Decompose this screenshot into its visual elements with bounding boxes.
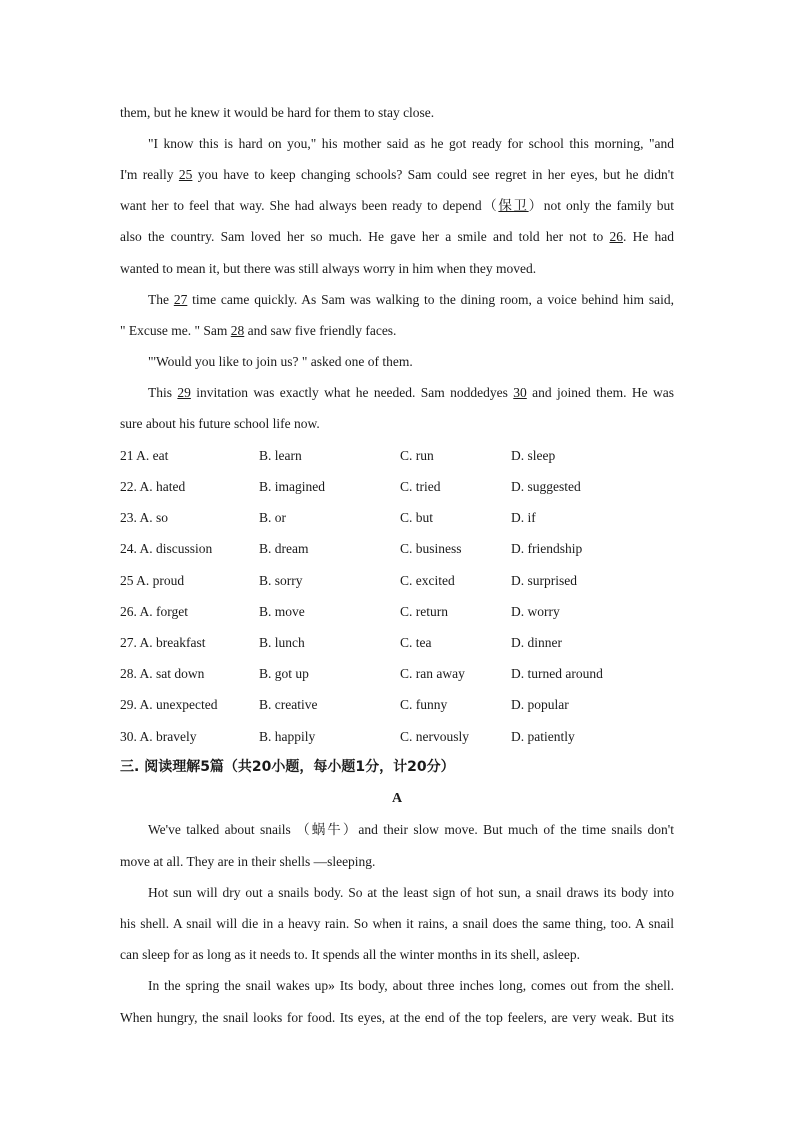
- passage-line: [148, 384, 674, 402]
- option-b: B. move: [259, 604, 305, 619]
- option-b: B. sorry: [259, 573, 303, 588]
- option-row: [120, 509, 680, 527]
- option-b: B. happily: [259, 729, 316, 744]
- passage-line: sure about his future school life now.: [120, 416, 320, 431]
- option-row: [120, 572, 680, 590]
- option-row: [120, 728, 680, 746]
- option-a: 24. A. discussion: [120, 541, 213, 556]
- option-c: C. tried: [400, 479, 441, 494]
- option-b: B. dream: [259, 541, 309, 556]
- passage-line: can sleep for as long as it needs to. It spends all the winter months in its shell, asleep.: [120, 947, 581, 962]
- blank-28: 28: [230, 323, 245, 338]
- option-a: 21 A. eat: [120, 448, 169, 463]
- option-c: C. nervously: [400, 729, 469, 744]
- option-a: 26. A. forget: [120, 604, 188, 619]
- option-row: [120, 447, 680, 465]
- text-segment: This: [148, 385, 178, 400]
- option-d: D. surprised: [511, 573, 577, 588]
- option-c: C. run: [400, 448, 434, 463]
- option-b: B. got up: [259, 666, 309, 681]
- passage-line: [120, 322, 674, 340]
- passage-line: wanted to mean it, but there was still always worry in him when they moved.: [120, 261, 537, 276]
- option-d: D. suggested: [511, 479, 581, 494]
- option-b: B. or: [259, 510, 286, 525]
- passage-line: Hot sun will dry out a snails body. So at the least sign of hot sun, a snail draws its body into: [148, 885, 674, 900]
- option-c: C. tea: [400, 635, 432, 650]
- option-a: 23. A. so: [120, 510, 169, 525]
- text-segment: also the country. Sam loved her so much. He gave her a smile and told her not to: [120, 229, 610, 244]
- option-b: B. imagined: [259, 479, 325, 494]
- passage-line: "'Would you like to join us? " asked one of them.: [148, 354, 413, 369]
- option-d: D. dinner: [511, 635, 562, 650]
- passage-line: When hungry, the snail looks for food. Its eyes, at the end of the top feelers, are very weak. But its: [120, 1010, 674, 1025]
- blank-25: 25: [178, 167, 193, 182]
- passage-line: his shell. A snail will die in a heavy rain. So when it rains, a snail does the same thing, too. A snail: [120, 916, 674, 931]
- option-c: C. excited: [400, 573, 455, 588]
- option-a: 25 A. proud: [120, 573, 185, 588]
- option-b: B. learn: [259, 448, 302, 463]
- option-c: C. funny: [400, 697, 448, 712]
- option-b: B. creative: [259, 697, 318, 712]
- blank-26: 26: [609, 229, 623, 244]
- option-d: D. popular: [511, 697, 569, 712]
- blank-30: 30: [513, 385, 527, 400]
- option-d: D. patiently: [511, 729, 575, 744]
- text-segment: and joined them. He was: [526, 385, 674, 400]
- option-d: D. friendship: [511, 541, 583, 556]
- option-b: B. lunch: [259, 635, 305, 650]
- text-segment: ）not only the family but: [528, 198, 674, 213]
- option-d: D. sleep: [511, 448, 556, 463]
- baowei-gloss: 保卫: [498, 198, 529, 213]
- passage-line: We've talked about snails （蜗牛）and their slow move. But much of the time snails don't: [148, 822, 674, 837]
- option-a: 22. A. hated: [120, 479, 186, 494]
- passage-line: [120, 197, 674, 215]
- option-a: 27. A. breakfast: [120, 635, 206, 650]
- passage-line: "I know this is hard on you," his mother said as he got ready for school this morning, "and: [148, 136, 674, 151]
- text-segment: and saw five friendly faces.: [244, 323, 397, 338]
- text-segment: " Excuse me. " Sam: [120, 323, 231, 338]
- option-c: C. business: [400, 541, 462, 556]
- blank-29: 29: [177, 385, 191, 400]
- option-row: [120, 634, 680, 652]
- passage-line: In the spring the snail wakes up» Its body, about three inches long, comes out from the shell.: [148, 978, 674, 993]
- passage-line: move at all. They are in their shells —sleeping.: [120, 854, 376, 869]
- option-c: C. ran away: [400, 666, 465, 681]
- text-segment: The: [148, 292, 174, 307]
- passage-title: A: [391, 791, 403, 806]
- blank-27: 27: [173, 292, 188, 307]
- option-d: D. if: [511, 510, 536, 525]
- option-a: 29. A. unexpected: [120, 697, 218, 712]
- option-c: C. return: [400, 604, 448, 619]
- passage-line: [148, 291, 674, 309]
- passage-line: [120, 166, 674, 184]
- text-segment: I'm really: [120, 167, 179, 182]
- option-d: D. turned around: [511, 666, 603, 681]
- option-a: 28. A. sat down: [120, 666, 205, 681]
- option-d: D. worry: [511, 604, 560, 619]
- option-row: [120, 540, 680, 558]
- option-row: [120, 696, 680, 714]
- option-row: [120, 603, 680, 621]
- text-segment: time came quickly. As Sam was walking to the dining room, a voice behind him said,: [187, 292, 674, 307]
- option-row: [120, 665, 680, 683]
- option-c: C. but: [400, 510, 434, 525]
- option-a: 30. A. bravely: [120, 729, 197, 744]
- section-heading: 三. 阅读理解5篇（共20小题，每小题1分，计20分）: [120, 759, 455, 775]
- text-segment: . He had: [622, 229, 675, 244]
- passage-line: [120, 228, 674, 246]
- text-segment: you have to keep changing schools? Sam could see regret in her eyes, but he didn't: [192, 167, 674, 182]
- option-row: [120, 478, 680, 496]
- passage-line: them, but he knew it would be hard for them to stay close.: [120, 105, 435, 120]
- text-segment: want her to feel that way. She had always been ready to depend（: [120, 198, 499, 213]
- text-segment: invitation was exactly what he needed. Sam noddedyes: [190, 385, 514, 400]
